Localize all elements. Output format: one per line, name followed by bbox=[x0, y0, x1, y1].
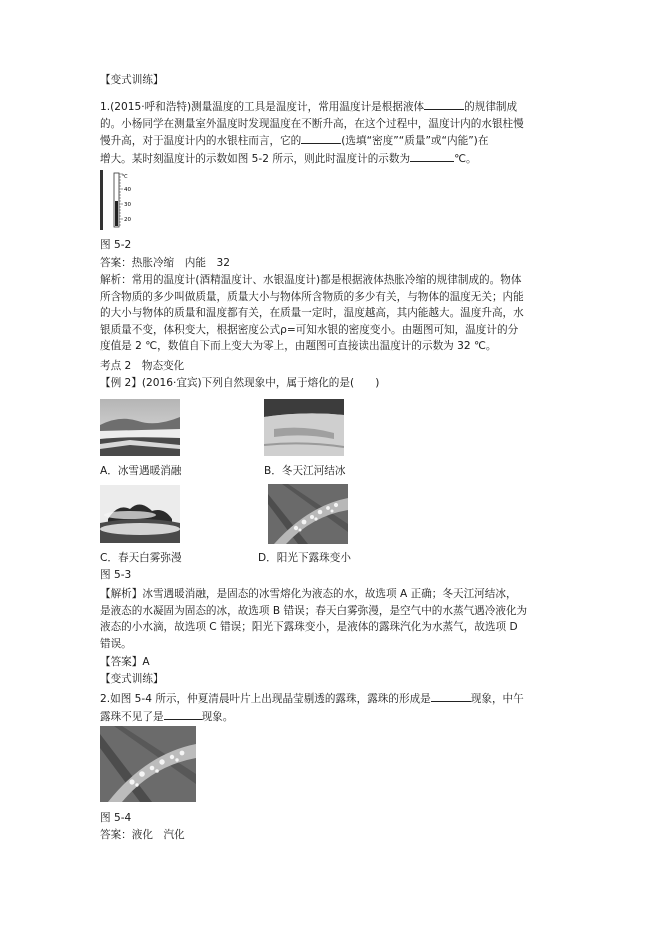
example-tag: 【例 2】 bbox=[100, 377, 142, 389]
key-point-2: 考点 2 物态变化 bbox=[100, 360, 185, 372]
photo-snow-melting bbox=[100, 399, 180, 456]
answer-blank bbox=[164, 708, 202, 720]
photo-river-freezing bbox=[264, 399, 344, 456]
option-b: B．冬天江河结冰 bbox=[264, 465, 346, 477]
photo-dew-drops bbox=[268, 484, 348, 544]
example-2: 【例 2】(2016·宜宾)下列自然现象中，属于熔化的是( ) bbox=[100, 377, 380, 389]
question-1: 1.(2015·呼和浩特)测量温度的工具是温度计，常用温度计是根据液体 的规律制成 的。小杨同学在测量室外温度时发现温度在不断升高，在这个过程中，温度计内的水银柱慢 慢升高，对于温度计内的水银柱而言，它的 (选填“密度”“质量”或“内能”)在 增大。某时刻温度计的示数如图 5-2 所示，则此时温度计的示数为 ℃。 bbox=[100, 98, 562, 167]
answer-blank bbox=[410, 150, 454, 162]
variant-training-header-2: 【变式训练】 bbox=[100, 673, 164, 685]
variant-training-header: 【变式训练】 bbox=[100, 74, 164, 86]
answer-2: 【答案】A bbox=[100, 656, 150, 668]
figure-5-4-caption: 图 5-4 bbox=[100, 812, 132, 824]
figure-5-3-caption: 图 5-3 bbox=[100, 569, 132, 581]
answer-3: 答案：液化 汽化 bbox=[100, 829, 185, 841]
thermometer-unit: ℃ bbox=[122, 174, 128, 180]
answer-blank bbox=[431, 690, 471, 702]
tick-label-30: 30 bbox=[124, 202, 131, 208]
thermometer-figure bbox=[100, 170, 136, 230]
explanation-1: 解析：常用的温度计(酒精温度计、水银温度计)都是根据液体热胀冷缩的规律制成的。物体 所含物质的多少叫做质量，质量大小与物体所含物质的多少有关，与物体的温度无关；内能 的大小与物体的质量和温度都有关，在质量一定时，温度越高，其内能越大。温度升高，水 银质量不变，体积变大，根据密度公式ρ=可知水银的密度变小。由题图可知，温度计的分 度值是 2 ℃，数值自下而上变大为零上，由题图可直接读出温度计的示数为 32 ℃。 bbox=[100, 274, 524, 352]
tick-label-40: 40 bbox=[124, 187, 131, 193]
question-2: 2.如图 5-4 所示，仲夏清晨叶片上出现晶莹剔透的露珠，露珠的形成是 现象，中午 露珠不见了是 现象。 bbox=[100, 690, 562, 725]
solution-2: 【解析】冰雪遇暖消融，是固态的冰雪熔化为液态的水，故选项 A 正确；冬天江河结冰， 是液态的水凝固为固态的冰，故选项 B 错误；春天白雾弥漫，是空气中的水蒸气遇冷液化为 液态的小水滴，故选项 C 错误；阳光下露珠变小，是液体的露珠汽化为水蒸气，故选项 D 错误。 bbox=[100, 588, 528, 650]
option-c: C．春天白雾弥漫 bbox=[100, 552, 182, 564]
figure-5-2-caption: 图 5-2 bbox=[100, 239, 132, 251]
photo-fog bbox=[100, 485, 180, 543]
answer-blank bbox=[301, 132, 341, 144]
answer-blank bbox=[424, 98, 464, 110]
option-a: A．冰雪遇暖消融 bbox=[100, 465, 182, 477]
answer-1: 答案：热胀冷缩 内能 32 bbox=[100, 257, 231, 269]
option-d: D．阳光下露珠变小 bbox=[258, 552, 351, 564]
photo-dew-on-leaf bbox=[100, 726, 196, 802]
tick-label-20: 20 bbox=[124, 217, 131, 223]
